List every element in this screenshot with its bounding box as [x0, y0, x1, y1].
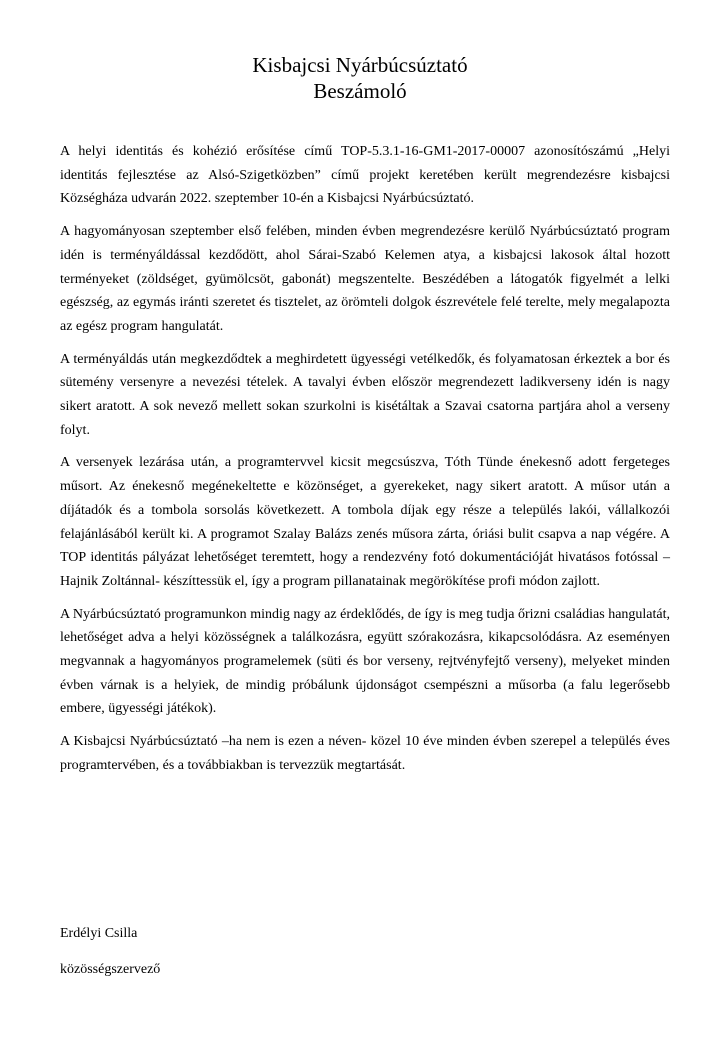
- paragraph-5: A Nyárbúcsúztató programunkon mindig nagy az érdeklődés, de így is meg tudja őrizni családias hangulatát, lehetőséget adva a helyi közösségnek a találkozásra, együtt szórakozásra, kikapcsolódásra. Az eseményen megvannak a hagyományos programelemek (süti és bor verseny, rejtvényfejtő verseny), melyeket minden évben várnak is a helyiek, de mindig próbálunk újdonságot csempészni a műsorba (a falu legerősebb embere, ügyességi játékok).: [60, 606, 670, 717]
- paragraph-3: A terményáldás után megkezdődtek a meghirdetett ügyességi vetélkedők, és folyamatosan érkeztek a bor és sütemény versenyre a nevezési tételek. A tavalyi évben először megrendezett ladikverseny idén is nagy sikert aratott. A sok nevező mellett sokan szurkolni is kisétáltak a Szavai csatorna partjára ahol a verseny folyt.: [60, 351, 670, 438]
- paragraph-2: A hagyományosan szeptember első felében, minden évben megrendezésre kerülő Nyárbúcsúztató program idén is terményáldással kezdődött, ahol Sárai-Szabó Kelemen atya, a kisbajcsi lakosok által hozott terményeket (zöldséget, gyümölcsöt, gabonát) megszentelte. Beszédében a látogatók figyelmét a lelki egészség, az egymás iránti szeretet és tisztelet, az örömteli dolgok észrevétele felé terelte, mely megalapozta az egész program hangulatát.: [60, 224, 670, 334]
- title-line-1: Kisbajcsi Nyárbúcsúztató: [252, 53, 468, 77]
- document-title: [0, 52, 720, 104]
- title-line-2: Beszámoló: [313, 79, 407, 103]
- paragraph-6: A Kisbajcsi Nyárbúcsúztató –ha nem is ezen a néven- közel 10 éve minden évben szerepel a település éves programtervében, és a továbbiakban is tervezzük megtartását.: [60, 734, 670, 773]
- paragraph-1: A helyi identitás és kohézió erősítése című TOP-5.3.1-16-GM1-2017-00007 azonosítószámú „Helyi identitás fejlesztése az Alsó-Szigetközben” című projekt keretében került megrendezésre kisbajcsi Községháza udvarán 2022. szeptember 10-én a Kisbajcsi Nyárbúcsúztató.: [60, 144, 670, 207]
- document-body: [60, 140, 670, 787]
- signature-role: közösségszervező: [60, 962, 161, 977]
- signature-name: Erdélyi Csilla: [60, 926, 138, 941]
- paragraph-4: A versenyek lezárása után, a programtervvel kicsit megcsúszva, Tóth Tünde énekesnő adott fergeteges műsort. Az énekesnő megénekeltette e közönséget, a gyerekeket, nagy sikert aratott. A műsor után a díjátadók és a tombola sorsolás következett. A tombola díjak egy része a település lakói, vállalkozói felajánlásából került ki. A programot Szalay Balázs zenés műsora zárta, óriási bulit csapva a nap végére. A TOP identitás pályázat lehetőséget teremtett, hogy a rendezvény fotó dokumentációját hivatásos fotóssal –Hajnik Zoltánnal- készíttessük el, így a program pillanatainak megörökítése profi módon zajlott.: [60, 455, 670, 589]
